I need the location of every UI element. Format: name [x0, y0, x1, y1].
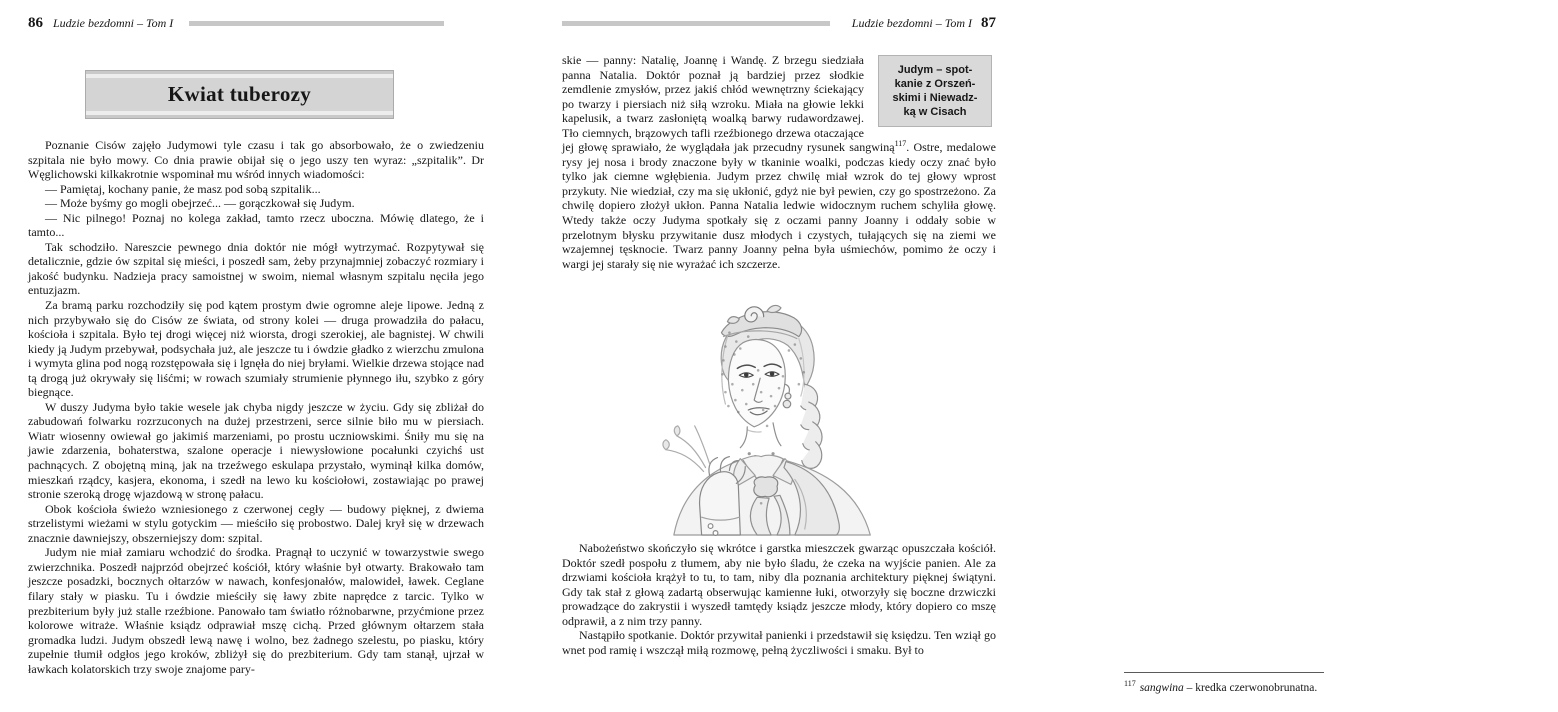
page-right: [562, 15, 1318, 694]
footnote-text: [1124, 677, 1558, 695]
left-page-number: 86: [28, 15, 43, 31]
right-page-header: [562, 16, 996, 31]
woman-portrait-illustration: [643, 285, 915, 535]
footnote-rule: [1124, 672, 1324, 673]
margin-note-line: ką w Cisach: [903, 106, 967, 118]
header-rule: [562, 21, 830, 26]
paragraph-text: skie — panny: Natalię, Joannę i Wandę. Z brzegu siedziała panna Natalia. Doktór poznał ją bardziej przez słodkie zemdlenie zmysłów, przez jakiś chłód wewnętrzny ściekający po twarzy i piersiach niż siłą wzroku. Miała na głowie lekki kapelusik, a twarz zasłoniętą woalką barwy rudawordzawej. Tło ciemnych, brązowych tafli rzeźbionego drzewa otaczające jej głowę sprawiało, że wyglądała jak przecudny rysunek sangwiną: [562, 53, 895, 155]
left-page-body: [28, 138, 484, 676]
paragraph: Poznanie Cisów zajęło Judymowi tyle czasu i tak go absorbowało, że o zwiedzeniu szpitala nie było mowy. Co dnia prawie obijał się o jego uszy ten wyraz: „szpitalik”. Dr Węglichowski kilkakrotnie wspominał mu wśród innych wiadomości:: [28, 138, 484, 182]
paragraph-text: . Ostre, medalowe rysy jej nosa i brody znaczone były w tkaninie woalki, podczas kiedy oczy znać było tylko jak ciemne wgłębienia. Judym przez chwilę miał wzrok do tej głowy wprost przykuty. Nie wiedział, czy ma się ukłonić, gdyż nie był pewien, czy go spostrzeżono. Za chwilę dopiero złożył ukłon. Panna Natalia ledwie widocznym ruchem schyliła głowę. Wtedy także oczy Judyma spotkały się z oczami panny Joanny i oddały sobie w przelotnym błysku przywitanie dusz młodych i czystych, tułających się na ziemi we wzajemnej tęsknocie. Twarz panny Joanny pełna była uśmiechów, pomimo że oczy i wargi jej starały się nie wyrażać ich szczerze.: [562, 140, 996, 271]
footnote-definition: – kredka czerwonobrunatna.: [1183, 681, 1318, 694]
left-running-title: Ludzie bezdomni – Tom I: [53, 16, 174, 30]
margin-note-line: skimi i Niewadz-: [892, 92, 978, 104]
right-page-body: [562, 53, 996, 658]
paragraph: Nastąpiło spotkanie. Doktór przywitał panienki i przedstawił się księdzu. Ten wziął go wnet pod ramię i wszczął miłą rozmowę, pełną życzliwości i smaku. Był to: [562, 628, 996, 658]
header-rule: [189, 21, 444, 26]
paragraph: Tak schodziło. Nareszcie pewnego dnia doktór nie mógł wytrzymać. Rozpytywał się detalicznie, gdzie ów szpital się mieści, i poszedł sam, żeby przynajmniej zobaczyć rozmiary i jakość budynku. Nadzieja pracy samoistnej w swoim, niemal własnym szpitalu nęciła jego entuzjazm.: [28, 239, 484, 298]
chapter-title-box: [85, 70, 394, 119]
paragraph: Za bramą parku rozchodziły się pod kątem prostym dwie ogromne aleje lipowe. Jedną z nich przybywało się do Cisów ze świata, od strony kolei — druga prowadziła do pałacu, kościoła i szpitala. Było tej drogi więcej niż wiorsta, drogi szerokiej, ale bagnistej. W chwili kiedy ją Judym przebywał, podsychała już, ale jeszcze tu i ówdzie gładko z wierzchu zmulona i wymyta glina pod nogą rozstępowała się i lgnęła do niej bryłami. Wielkie drzewa stojące nad tą drogą już okrywały się liśćmi; w rowach szumiały strumienie płynnego iłu, szybko z góry biegnące.: [28, 298, 484, 400]
margin-note-line: kanie z Orszeń-: [894, 78, 976, 90]
dialog-line: — Może byśmy go mogli obejrzeć... — gorączkował się Judym.: [45, 196, 355, 211]
right-page-number: 87: [981, 15, 996, 31]
paragraph: Obok kościoła świeżo wzniesionego z czerwonej cegły — budowy pięknej, z dwiema strzelistymi wieżami w stylu gotyckim — mieściło się probostwo. Dalej krył się w drzewach znacznie dawniejszy, obszerniejszy dom: szpital.: [28, 501, 484, 545]
right-running-title: Ludzie bezdomni – Tom I: [851, 16, 972, 30]
paragraph-continuation: [562, 53, 996, 271]
footnote: [1124, 672, 1558, 695]
footnote-term: sangwina: [1139, 681, 1184, 694]
left-page-header: [28, 16, 484, 31]
footnote-reference: 117: [894, 139, 907, 149]
page-left: [28, 16, 484, 676]
dialog-line: — Pamiętaj, kochany panie, że masz pod sobą szpitalik...: [45, 181, 321, 196]
footnote-marker: 117: [1124, 679, 1136, 688]
paragraph: Judym nie miał zamiaru wchodzić do środka. Pragnął to uczynić w towarzystwie swego zwierzchnika. Poszedł najprzód obejrzeć kościół, który właśnie był otwarty. Brakowało tam jeszcze posadzki, bocznych ołtarzów w nawach, konfesjonałów, malowideł, ławek. Ceglane filary stały w piasku. Tu i ówdzie mieściły się ławy zbite naprędce z tarcic. Tylko w prezbiterium były już stalle rzeźbione. Panowało tam światło różnobarwne, przyćmione przez kolorowe witraże. Właśnie ksiądz odprawiał mszę cichą. Przed głównym ołtarzem stała gromadka ludzi. Judym obszedł lewą nawę i wolno, bez żadnego szelestu, po piasku, który zupełnie tłumił odgłos jego kroków, zbliżył się do prezbiterium. Gdy tam stanął, ujrzał w ławkach kolatorskich trzy swoje znajome pary-: [28, 545, 484, 676]
margin-note: [878, 55, 992, 127]
chapter-title: Kwiat tuberozy: [167, 82, 312, 106]
paragraph: W duszy Judyma było takie wesele jak chyba nigdy jeszcze w życiu. Gdy się zbliżał do zabudowań folwarku rozrzuconych na dużej przestrzeni, serce silnie biło mu w piersiach. Wiatr wiosenny owiewał go jakimiś marzeniami, po prostu uczniowskimi. Śniły mu się na jawie zdarzenia, bohaterstwa, szalone operacje i niewysłowione pocałunki czyichś ust pachnących. Z obojętną miną, jak na trzeźwego eskulapa przystało, wyminął kilka domów, mieszkań rządcy, kasjera, ekonoma, i szedł na lewo ku kościołowi, zostawiając po prawej stronie szeroką drogę wjazdową w stronę pałacu.: [28, 399, 484, 502]
dialog-line: — Nic pilnego! Poznaj no kolega zakład, tamto rzecz uboczna. Mówię dlatego, że i tamto...: [28, 210, 484, 240]
margin-note-line: Judym – spot-: [897, 64, 973, 76]
paragraph: Nabożeństwo skończyło się wkrótce i garstka mieszczek gwarząc opuszczała kościół. Doktór szedł pospołu z tłumem, aby nie było śladu, że czeka na wyjście panien. Ale za drzwiami kościoła krążył to tu, to tam, niby dla poznania architektury pięknej świątyni. Gdy tak stał z głową zadartą obserwując kamienne łuki, otworzyły się boczne drzwiczki prowadzące do zakrystii i wyszedł tamtędy ksiądz jeszcze młody, który dopiero co mszę odprawił, a z nim trzy panny.: [562, 541, 996, 628]
